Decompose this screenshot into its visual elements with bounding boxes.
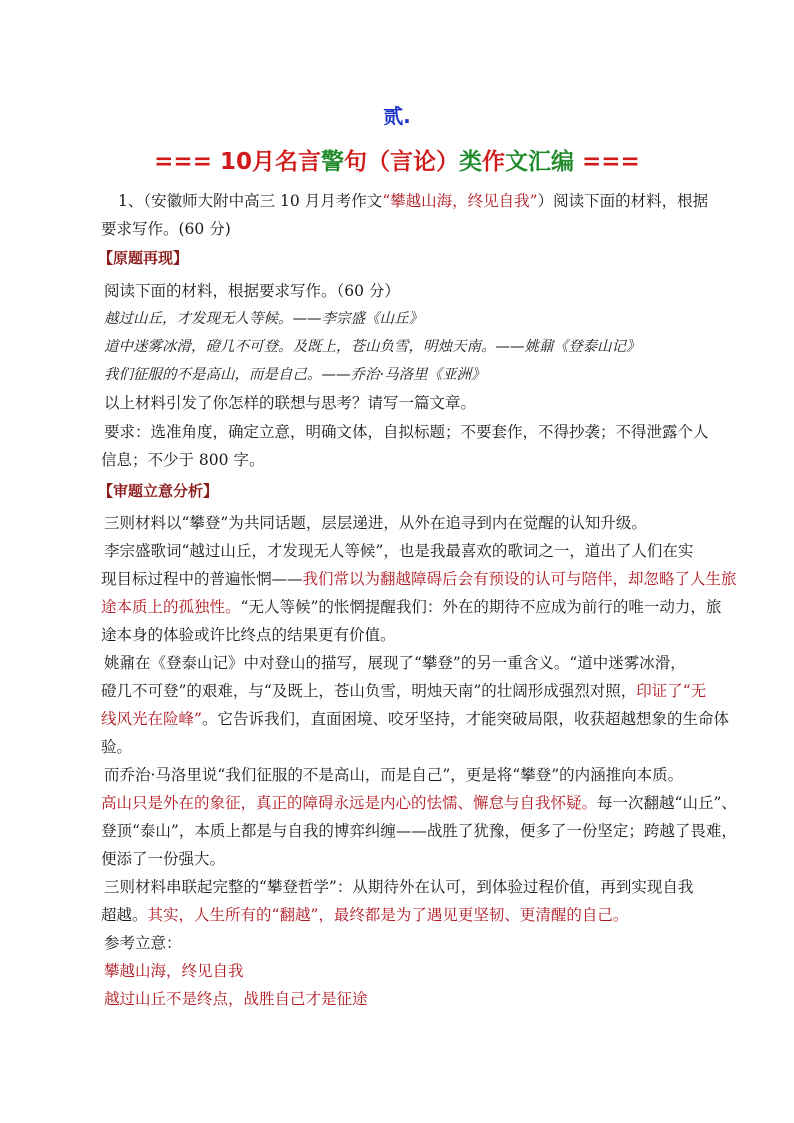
analysis-text: 磴几不可登”的艰难，与“及既上，苍山负雪，明烛天南”的壮阔形成强烈对照， (101, 682, 637, 700)
title-suffix: === (574, 149, 640, 175)
analysis-line-10: 而乔治·马洛里说“我们征服的不是高山，而是自己”，更是将“攀登”的内涵推向本质。 (104, 766, 684, 784)
analysis-text: 超越。 (101, 906, 148, 924)
section-heading-original: 【原题再现】 (98, 249, 189, 267)
original-quote-2: 道中迷雾冰滑，磴几不可登。及既上，苍山负雪，明烛天南。——姚鼐《登泰山记》 (104, 339, 641, 355)
analysis-line-11 (101, 793, 737, 813)
analysis-line-4 (101, 597, 721, 617)
question-line-1 (118, 191, 708, 211)
analysis-line-2: 李宗盛歌词“越过山丘，才发现无人等候”，也是我最喜欢的歌词之一，道出了人们在实 (104, 542, 694, 560)
section-heading-analysis: 【审题立意分析】 (98, 482, 219, 500)
original-line-7: 信息；不少于 800 字。 (101, 451, 265, 469)
original-line-5: 以上材料引发了你怎样的联想与思考？请写一篇文章。 (104, 394, 477, 412)
analysis-line-14: 三则材料串联起完整的“攀登哲学”：从期待外在认可，到体验过程价值，再到实现自我 (104, 878, 694, 896)
title-part-6: 文汇编 (505, 149, 574, 175)
original-quote-3: 我们征服的不是高山，而是自己。——乔治·马洛里《亚洲》 (104, 367, 486, 383)
original-line-6: 要求：选准角度，确定立意，明确文体，自拟标题；不要套作，不得抄袭；不得泄露个人 (104, 423, 709, 441)
analysis-line-7 (101, 681, 706, 701)
question-text-c: ）阅读下面的材料，根据 (537, 192, 709, 210)
analysis-text: 。它告诉我们，直面困境、咬牙坚持，才能突破局限，收获超越想象的生命体 (201, 710, 729, 728)
analysis-highlight: 其实，人生所有的“翻越”，最终都是为了遇见更坚韧、更清醒的自己。 (147, 906, 629, 924)
analysis-highlight: 途本质上的孤独性。 (101, 598, 241, 616)
title-part-3: 句（言论） (344, 149, 459, 175)
analysis-line-6: 姚鼐在《登泰山记》中对登山的描写，展现了“攀登”的另一重含义。“道中迷雾冰滑， (104, 654, 686, 672)
title-part-1: 10月名言 (219, 149, 321, 175)
question-line-2: 要求写作。(60 分) (101, 220, 231, 238)
analysis-highlight: 我们常以为翻越障碍后会有预设的认可与陪伴，却忽略了人生旅 (302, 570, 737, 588)
reference-idea-2: 越过山丘不是终点，战胜自己才是征途 (104, 990, 368, 1008)
analysis-highlight: 高山只是外在的象征，真正的障碍永远是内心的怯懦、懈怠与自我怀疑。 (101, 794, 598, 812)
original-quote-1: 越过山丘，才发现无人等候。——李宗盛《山丘》 (104, 311, 423, 327)
original-line-1: 阅读下面的材料，根据要求写作。（60 分） (104, 282, 400, 300)
analysis-line-5: 途本身的体验或许比终点的结果更有价值。 (101, 626, 396, 644)
reference-heading: 参考立意： (104, 934, 182, 952)
analysis-line-13: 便添了一份强大。 (101, 850, 226, 868)
analysis-line-9: 验。 (101, 738, 133, 756)
title-part-4: 类 (459, 149, 482, 175)
analysis-highlight: 印证了“无 (636, 682, 707, 700)
analysis-line-12: 登顶“泰山”，本质上都是与自我的博弈纠缠——战胜了犹豫，便多了一份坚定；跨越了畏难， (101, 822, 737, 840)
title-prefix: === (154, 149, 220, 175)
question-text-a: 1、（安徽师大附中高三 10 月月考作文 (118, 192, 383, 210)
section-number: 贰. (383, 104, 411, 128)
analysis-text: “无人等候”的怅惘提醒我们：外在的期待不应成为前行的唯一动力，旅 (240, 598, 722, 616)
analysis-text: 现目标过程中的普遍怅惘—— (101, 570, 303, 588)
question-topic: “攀越山海，终见自我” (382, 192, 538, 210)
analysis-line-15 (101, 905, 628, 925)
analysis-line-8 (101, 709, 729, 729)
analysis-text: 每一次翻越“山丘”、 (597, 794, 737, 812)
reference-idea-1: 攀越山海，终见自我 (104, 962, 244, 980)
title-part-2: 警 (321, 149, 344, 175)
analysis-highlight: 线风光在险峰” (101, 710, 202, 728)
analysis-line-1: 三则材料以“攀登”为共同话题，层层递进，从外在追寻到内在觉醒的认知升级。 (104, 514, 647, 532)
title-part-5: 作 (482, 149, 505, 175)
analysis-line-3 (101, 569, 737, 589)
document-title (0, 143, 794, 176)
